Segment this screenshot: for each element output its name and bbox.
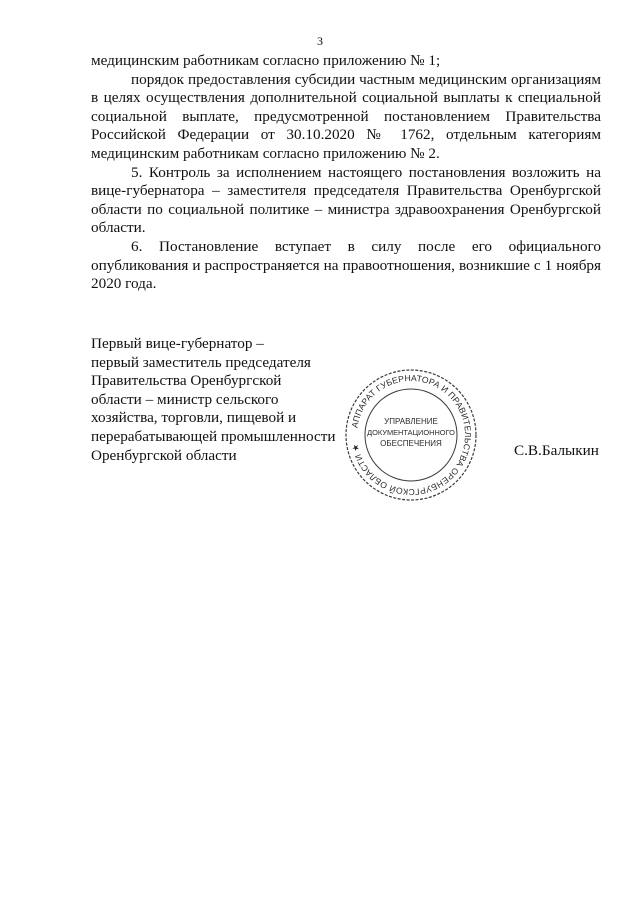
signatory-title-line: перерабатывающей промышленности — [91, 427, 336, 445]
signer-name: С.В.Балыкин — [514, 442, 599, 459]
signatory-title-line: Первый вице-губернатор – — [91, 335, 264, 352]
signatory-title-line: первый заместитель председателя — [91, 353, 311, 371]
signatory-title-line: хозяйства, торговли, пищевой и — [91, 409, 297, 427]
signatory-title-line: Оренбургской области — [91, 446, 237, 464]
official-stamp — [344, 368, 478, 502]
signatory-title — [91, 335, 351, 465]
paragraph-5-control: 5. Контроль за исполнением настоящего постановления возложить на вице-губернатора – заместителя председателя Правительства Оренбургской области по социальной политике – министра здравоохранения Оренбургской области. — [91, 163, 601, 237]
signatory-title-line: области – министр сельского — [91, 390, 279, 408]
paragraph-continuation: медицинским работникам согласно приложению № 1; — [91, 52, 441, 69]
document-body — [91, 52, 601, 294]
stamp-center-line: ОБЕСПЕЧЕНИЯ — [380, 439, 442, 448]
stamp-ring-text: АППАРАТ ГУБЕРНАТОРА И ПРАВИТЕЛЬСТВА ОРЕНБУРГСКОЙ ОБЛАСТИ ★ — [349, 372, 474, 498]
stamp-center-line: ДОКУМЕНТАЦИОННОГО — [367, 428, 455, 437]
stamp-seal — [344, 368, 478, 502]
paragraph-6-effective-date: 6. Постановление вступает в силу после его официального опубликования и распространяется на правоотношения, возникшие с 1 ноября 2020 года. — [91, 237, 601, 293]
signatory-title-line: Правительства Оренбургской — [91, 372, 282, 390]
paragraph-subsidy-procedure: порядок предоставления субсидии частным медицинским организациям в целях осуществления дополнительной социальной выплаты к специальной социальной выплате, предусмотренной постановлением Правительства Российской Федерации от 30.10.2020 № 1762, отдельным категориям медицинским работникам согласно приложению № 2. — [91, 70, 601, 162]
stamp-center-line: УПРАВЛЕНИЕ — [384, 417, 438, 426]
page-number: 3 — [317, 34, 323, 48]
